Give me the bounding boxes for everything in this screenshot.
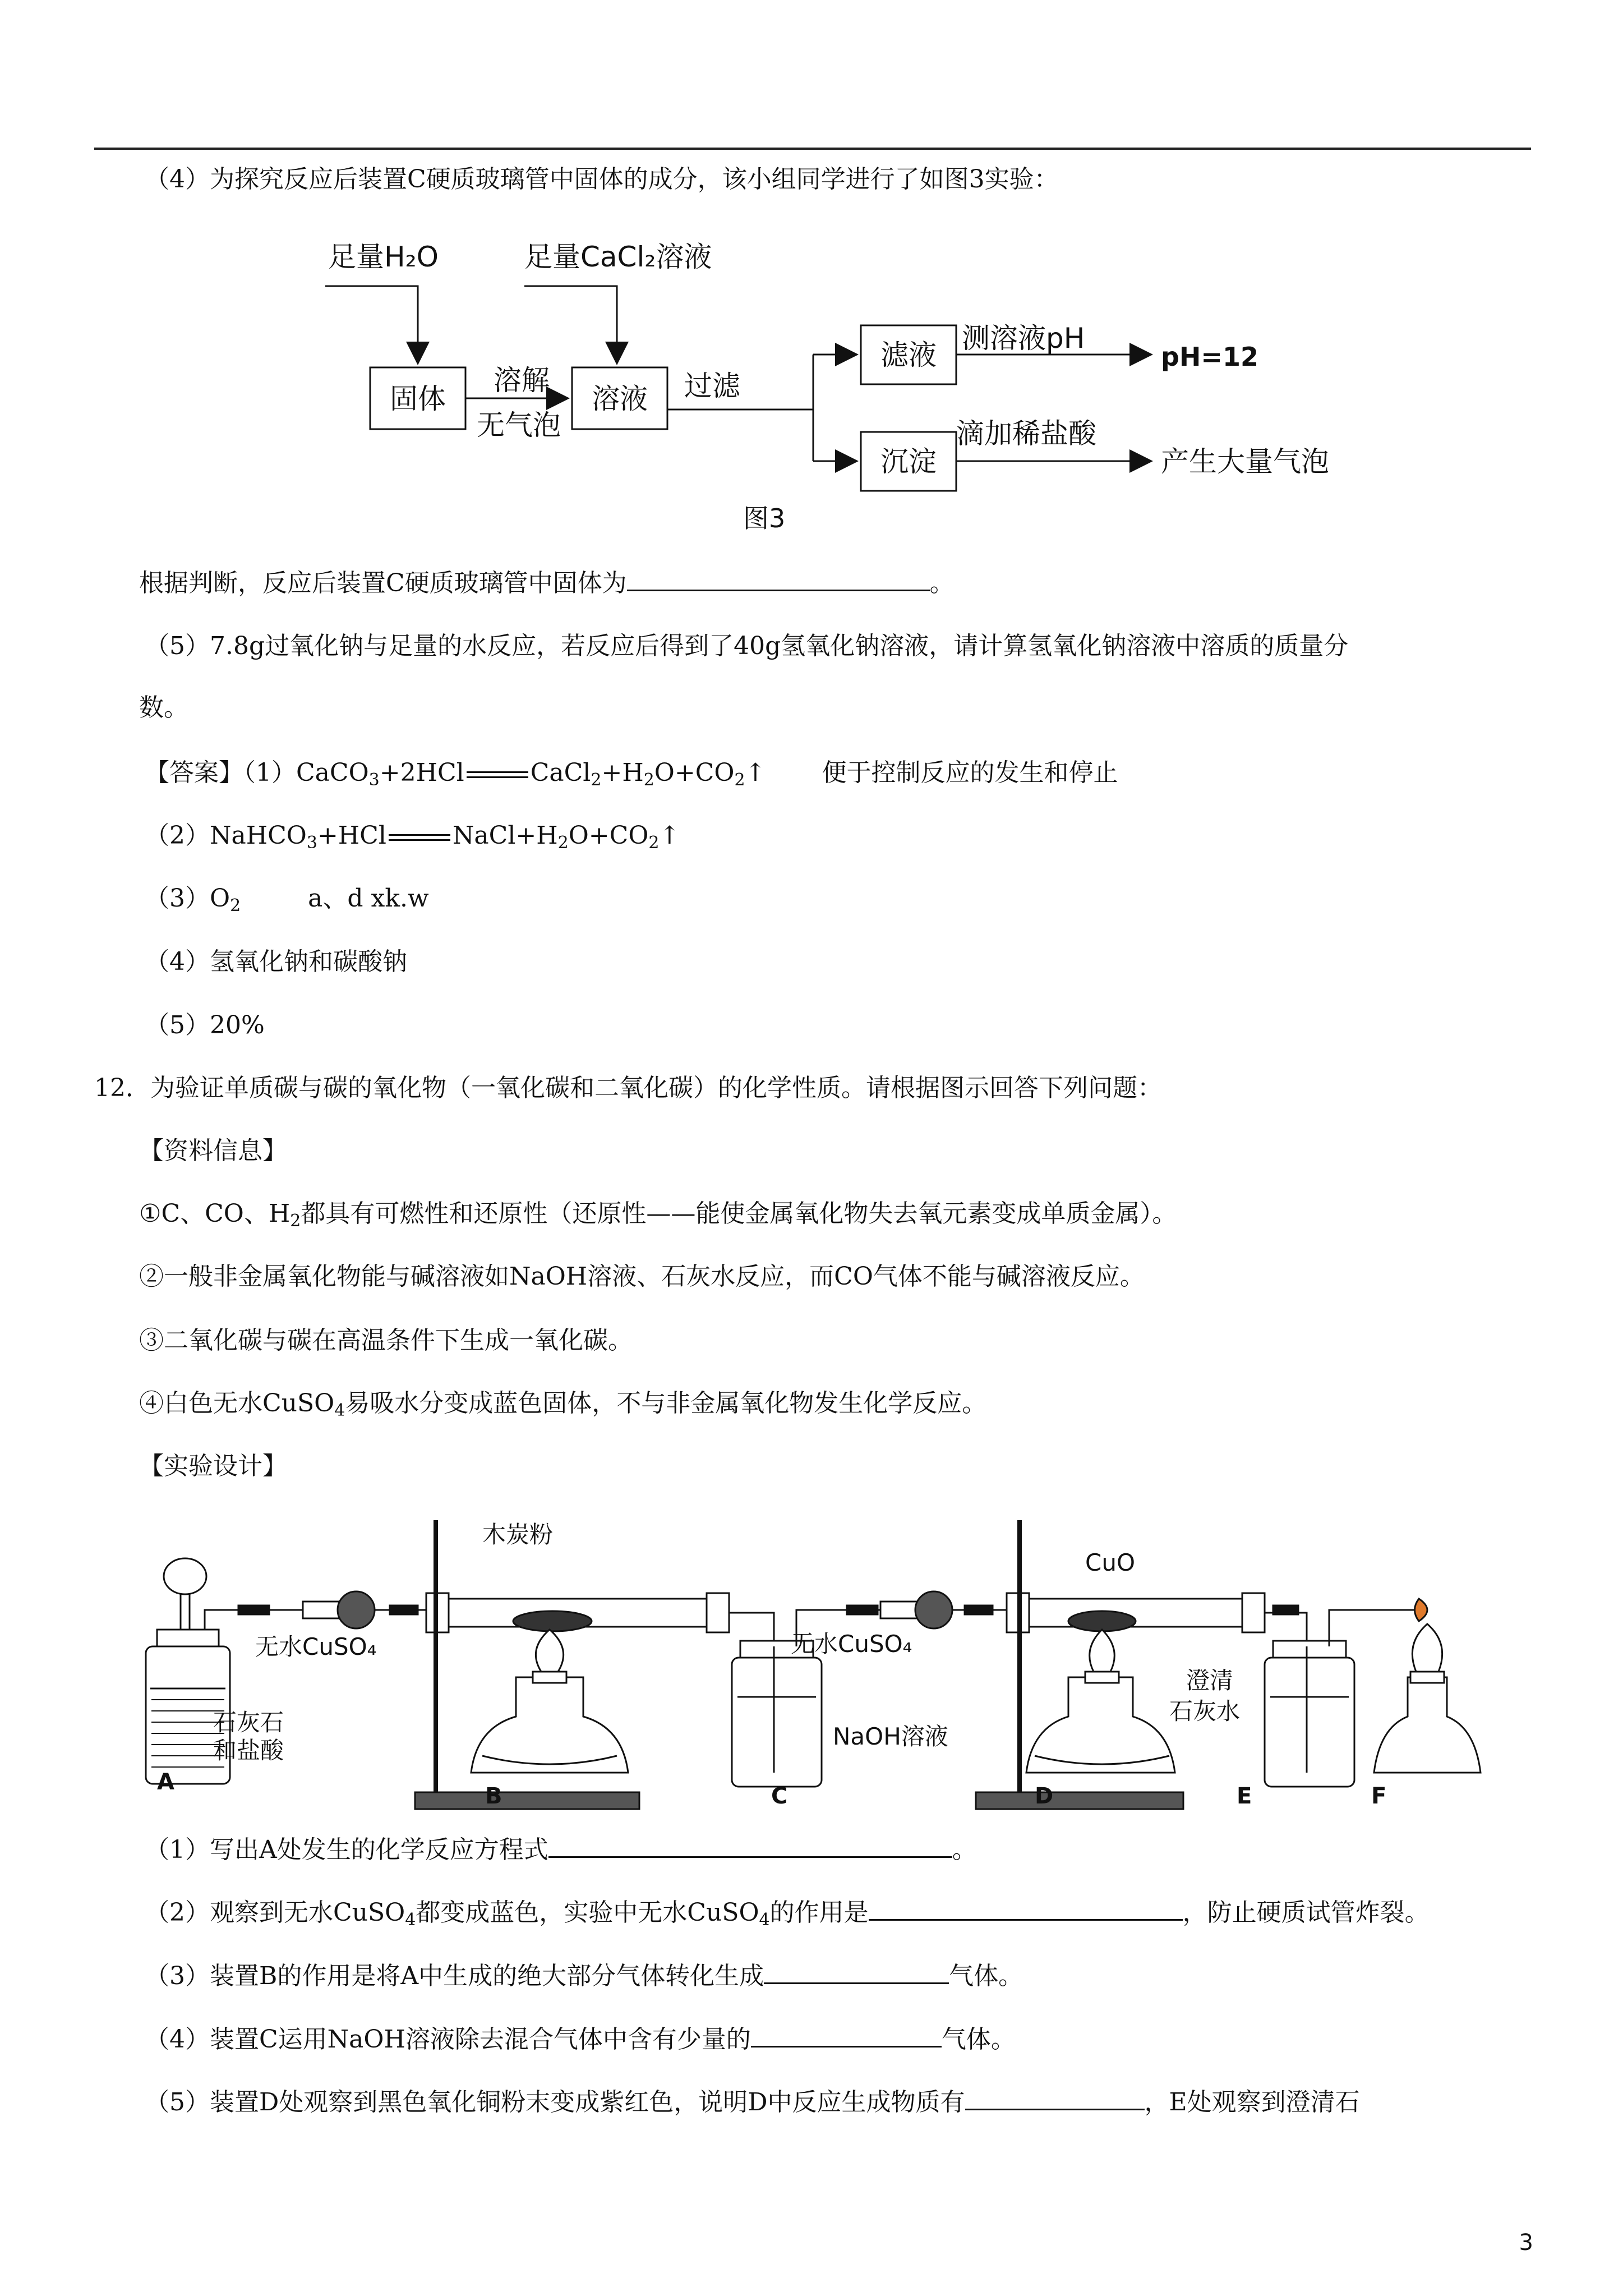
answer-blank	[764, 1960, 949, 1984]
sub-q1	[145, 1833, 977, 1867]
answer-line-2: （2）NaHCO$_3$+HCl $NaCl+H_2O+CO_2↑$	[145, 821, 680, 853]
label-limestone-2: 和盐酸	[213, 1737, 284, 1764]
period: 。	[929, 569, 955, 597]
info-4-a: ④白色无水CuSO	[139, 1389, 335, 1418]
answer-3-extra: a、d xk.w	[308, 884, 429, 913]
box-solution: 溶液	[592, 383, 648, 415]
sub-q2-a: （2）观察到无水CuSO	[145, 1898, 405, 1927]
info-4: ④白色无水CuSO$_4$易吸水分变成蓝色固体，不与非金属氧化物发生化学反应。	[139, 1389, 987, 1420]
label-limestone-1: 石灰石	[213, 1709, 284, 1736]
box-solid: 固体	[390, 383, 446, 415]
info-1-a: ①C、CO、H	[139, 1199, 291, 1228]
answer-3-prefix: （3）	[145, 884, 210, 913]
answer-line-3: $(3)O_2$ a、d xk.w	[145, 884, 429, 915]
header-rule	[94, 148, 1531, 150]
label-C: C	[771, 1783, 788, 1809]
sub-q2-b: 都变成蓝色，实验中无水CuSO	[416, 1898, 759, 1927]
label-no-bubble: 无气泡	[477, 409, 561, 441]
answer-blank	[548, 1834, 952, 1858]
answer-2-prefix: （2）	[145, 821, 210, 850]
q4-intro: （4）为探究反应后装置C硬质玻璃管中固体的成分，该小组同学进行了如图3实验：	[145, 165, 1059, 194]
apparatus-diagram	[135, 1509, 1537, 1834]
label-naoh: NaOH溶液	[833, 1723, 948, 1750]
label-E: E	[1237, 1783, 1252, 1809]
box-precipitate: 沉淀	[880, 445, 937, 478]
label-limewater-2: 石灰水	[1169, 1697, 1241, 1725]
answer-line-5: （5）20%	[145, 1011, 265, 1039]
answer-line-1: 【答案】（1）CaCO$_3$+2HCl $CaCl_2+H_2O+CO_2↑$ 便于控制反应的发生和停止	[145, 758, 1118, 790]
label-A: A	[157, 1769, 174, 1795]
info-2: ②一般非金属氧化物能与碱溶液如NaOH溶液、石灰水反应，而CO气体不能与碱溶液反应。	[139, 1262, 1145, 1291]
label-measure-ph: 测溶液pH	[962, 322, 1085, 355]
answer-1-prefix: （1）	[243, 758, 296, 787]
answer-line-4: （4）氢氧化钠和碳酸钠	[145, 947, 407, 976]
design-label: 【实验设计】	[139, 1452, 287, 1480]
info-1: ①C、CO、$H_2$都具有可燃性和还原性（还原性——能使金属氧化物失去氧元素变成单质金属）。	[139, 1199, 1177, 1231]
label-charcoal: 木炭粉	[482, 1521, 554, 1548]
box-filtrate: 滤液	[880, 339, 937, 371]
sub-q2-c: 的作用是	[769, 1898, 869, 1927]
q4-judge	[139, 567, 955, 600]
reagent-water: 足量H₂O	[328, 241, 439, 273]
sub-q5-b: ，E处观察到澄清石	[1144, 2088, 1360, 2116]
answer-blank	[869, 1897, 1183, 1921]
info-4-b: 易吸水分变成蓝色固体，不与非金属氧化物发生化学反应。	[345, 1389, 987, 1418]
info-1-b: 都具有可燃性和还原性（还原性——能使金属氧化物失去氧元素变成单质金属）。	[301, 1199, 1177, 1228]
page-number: 3	[1519, 2230, 1533, 2256]
sub-q4	[145, 2023, 1016, 2056]
figure-3-flowchart	[314, 230, 1380, 544]
answer-1-extra: 便于控制反应的发生和停止	[822, 758, 1118, 787]
q12-title: 12．为验证单质碳与碳的氧化物（一氧化碳和二氧化碳）的化学性质。请根据图示回答下列问题：	[94, 1074, 1162, 1102]
label-F: F	[1371, 1783, 1387, 1809]
result-bubbles: 产生大量气泡	[1161, 445, 1329, 478]
answer-blank	[751, 2023, 942, 2047]
label-filter: 过滤	[684, 370, 740, 402]
info-label: 【资料信息】	[139, 1137, 287, 1165]
label-cuso4-2: 无水CuSO₄	[791, 1630, 912, 1658]
sub-q2-d: ，防止硬质试管炸裂。	[1182, 1898, 1430, 1927]
sub-q4-a: （4）装置C运用NaOH溶液除去混合气体中含有少量的	[145, 2025, 751, 2054]
period: 。	[952, 1835, 977, 1864]
q5-line2: 数。	[139, 693, 188, 722]
label-dissolve: 溶解	[494, 364, 550, 397]
answer-label: 【答案】	[145, 758, 243, 787]
answer-blank	[627, 567, 930, 591]
info-3: ③二氧化碳与碳在高温条件下生成一氧化碳。	[139, 1326, 633, 1355]
sub-q3	[145, 1959, 1023, 1993]
sub-q3-a: （3）装置B的作用是将A中生成的绝大部分气体转化生成	[145, 1962, 764, 1990]
label-add-hcl: 滴加稀盐酸	[956, 417, 1096, 450]
answer-blank	[965, 2086, 1145, 2110]
label-cuso4-1: 无水CuSO₄	[255, 1633, 377, 1660]
label-limewater-1: 澄清	[1186, 1667, 1234, 1694]
sub-q5	[145, 2086, 1360, 2119]
label-D: D	[1035, 1783, 1054, 1809]
q5-line1: （5）7.8g过氧化钠与足量的水反应，若反应后得到了40g氢氧化钠溶液，请计算氢氧化钠溶液中溶质的质量分	[145, 632, 1349, 660]
sub-q2: （2）观察到无水CuSO$_4$都变成蓝色，实验中无水CuSO$_4$的作用是 ，防止硬质试管炸裂。	[145, 1896, 1430, 1930]
label-cuo: CuO	[1085, 1549, 1136, 1576]
reagent-cacl2: 足量CaCl₂溶液	[524, 241, 712, 273]
label-B: B	[485, 1783, 502, 1809]
figure-caption: 图3	[743, 503, 786, 533]
q4-judge-text: 根据判断，反应后装置C硬质玻璃管中固体为	[139, 569, 627, 597]
result-ph: pH=12	[1161, 342, 1258, 372]
sub-q1-text: （1）写出A处发生的化学反应方程式	[145, 1835, 548, 1864]
sub-q4-b: 气体。	[941, 2025, 1016, 2054]
sub-q5-a: （5）装置D处观察到黑色氧化铜粉末变成紫红色，说明D中反应生成物质有	[145, 2088, 965, 2116]
sub-q3-b: 气体。	[949, 1962, 1023, 1990]
